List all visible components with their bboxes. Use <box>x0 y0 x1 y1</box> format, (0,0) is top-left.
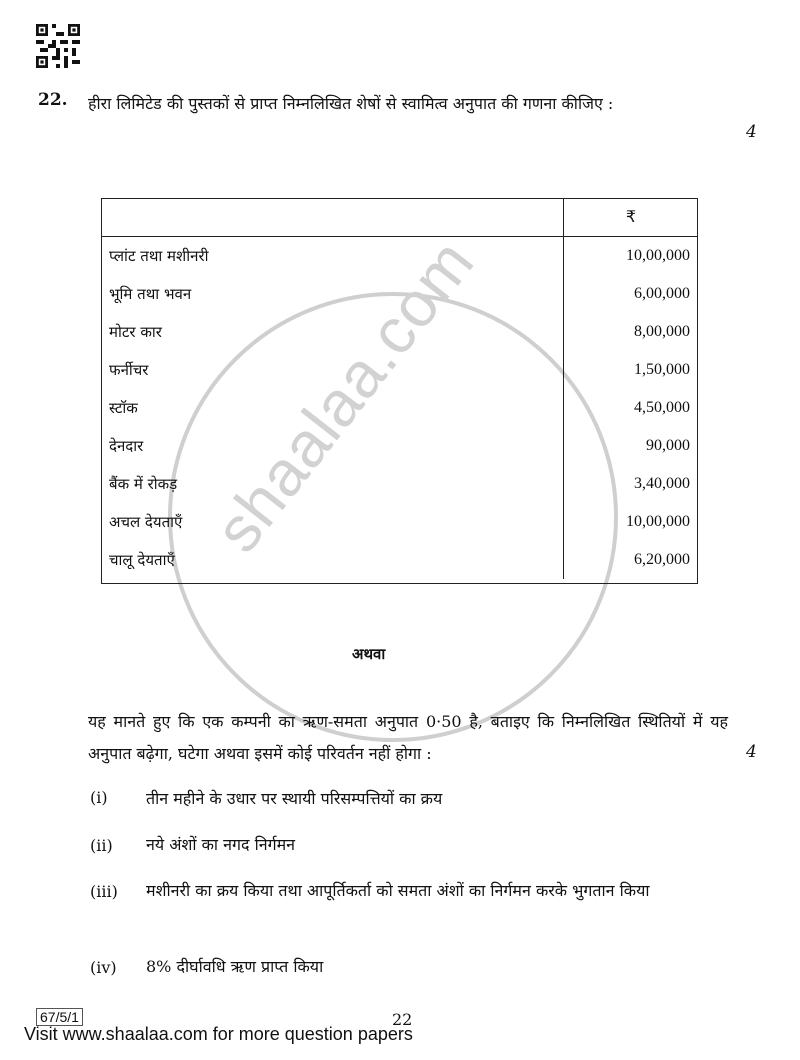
row-label: अचल देयताएँ <box>101 503 564 541</box>
table-row <box>101 351 698 389</box>
table-row <box>101 313 698 351</box>
item-number: (i) <box>90 788 108 807</box>
table-row <box>101 275 698 313</box>
header-label-cell <box>101 198 564 237</box>
row-value: 1,50,000 <box>634 361 690 378</box>
row-value: 4,50,000 <box>634 399 690 416</box>
row-value: 8,00,000 <box>634 323 690 340</box>
row-label: बैंक में रोकड़ <box>101 465 564 503</box>
row-value: 3,40,000 <box>634 475 690 492</box>
row-label: प्लांट तथा मशीनरी <box>101 237 564 276</box>
table-row <box>101 237 698 276</box>
table-row <box>101 465 698 503</box>
item-number: (ii) <box>90 836 113 855</box>
item-text: मशीनरी का क्रय किया तथा आपूर्तिकर्ता को समता अंशों का निर्गमन करके भुगतान किया <box>146 881 650 900</box>
row-value: 10,00,000 <box>626 513 690 530</box>
row-value: 6,00,000 <box>634 285 690 302</box>
question-text: हीरा लिमिटेड की पुस्तकों से प्राप्त निम्नलिखित शेषों से स्वामित्व अनुपात की गणना कीजिए : <box>88 94 614 113</box>
row-value: 6,20,000 <box>634 551 690 568</box>
alternative-marks: 4 <box>746 742 757 762</box>
row-label: मोटर कार <box>101 313 564 351</box>
question-number: 22. <box>38 90 68 110</box>
table-row <box>101 427 698 465</box>
row-value: 90,000 <box>646 437 690 454</box>
item-number: (iv) <box>90 958 117 977</box>
row-label: स्टॉक <box>101 389 564 427</box>
paper-code: 67/5/1 <box>36 1008 83 1026</box>
qr-code-icon <box>36 24 80 68</box>
row-label: भूमि तथा भवन <box>101 275 564 313</box>
item-number: (iii) <box>90 882 118 901</box>
page-number: 22 <box>392 1010 413 1029</box>
currency-header: ₹ <box>564 198 699 237</box>
question-marks: 4 <box>746 122 757 142</box>
table-row <box>101 389 698 427</box>
item-text: तीन महीने के उधार पर स्थायी परिसम्पत्तियों का क्रय <box>146 789 443 808</box>
alternative-question-text: यह मानते हुए कि एक कम्पनी का ऋण-समता अनुपात 0·50 है, बताइए कि निम्नलिखित स्थितियों में यह अनुपात बढ़ेगा, घटेगा अथवा इसमें कोई परिवर्तन नहीं होगा : <box>88 712 728 763</box>
item-text: नये अंशों का नगद निर्गमन <box>146 835 296 854</box>
table-row <box>101 503 698 541</box>
table-row <box>101 541 698 579</box>
row-label: फर्नीचर <box>101 351 564 389</box>
row-label: चालू देयताएँ <box>101 541 564 579</box>
table-header-row <box>101 198 698 237</box>
item-text: 8% दीर्घावधि ऋण प्राप्त किया <box>146 957 324 976</box>
row-label: देनदार <box>101 427 564 465</box>
watermark-text: shaalaa.com <box>200 225 488 565</box>
visit-link-text[interactable]: Visit www.shaalaa.com for more question papers <box>24 1024 413 1044</box>
or-heading: अथवा <box>352 645 386 663</box>
row-value: 10,00,000 <box>626 247 690 264</box>
balances-table <box>101 198 698 579</box>
